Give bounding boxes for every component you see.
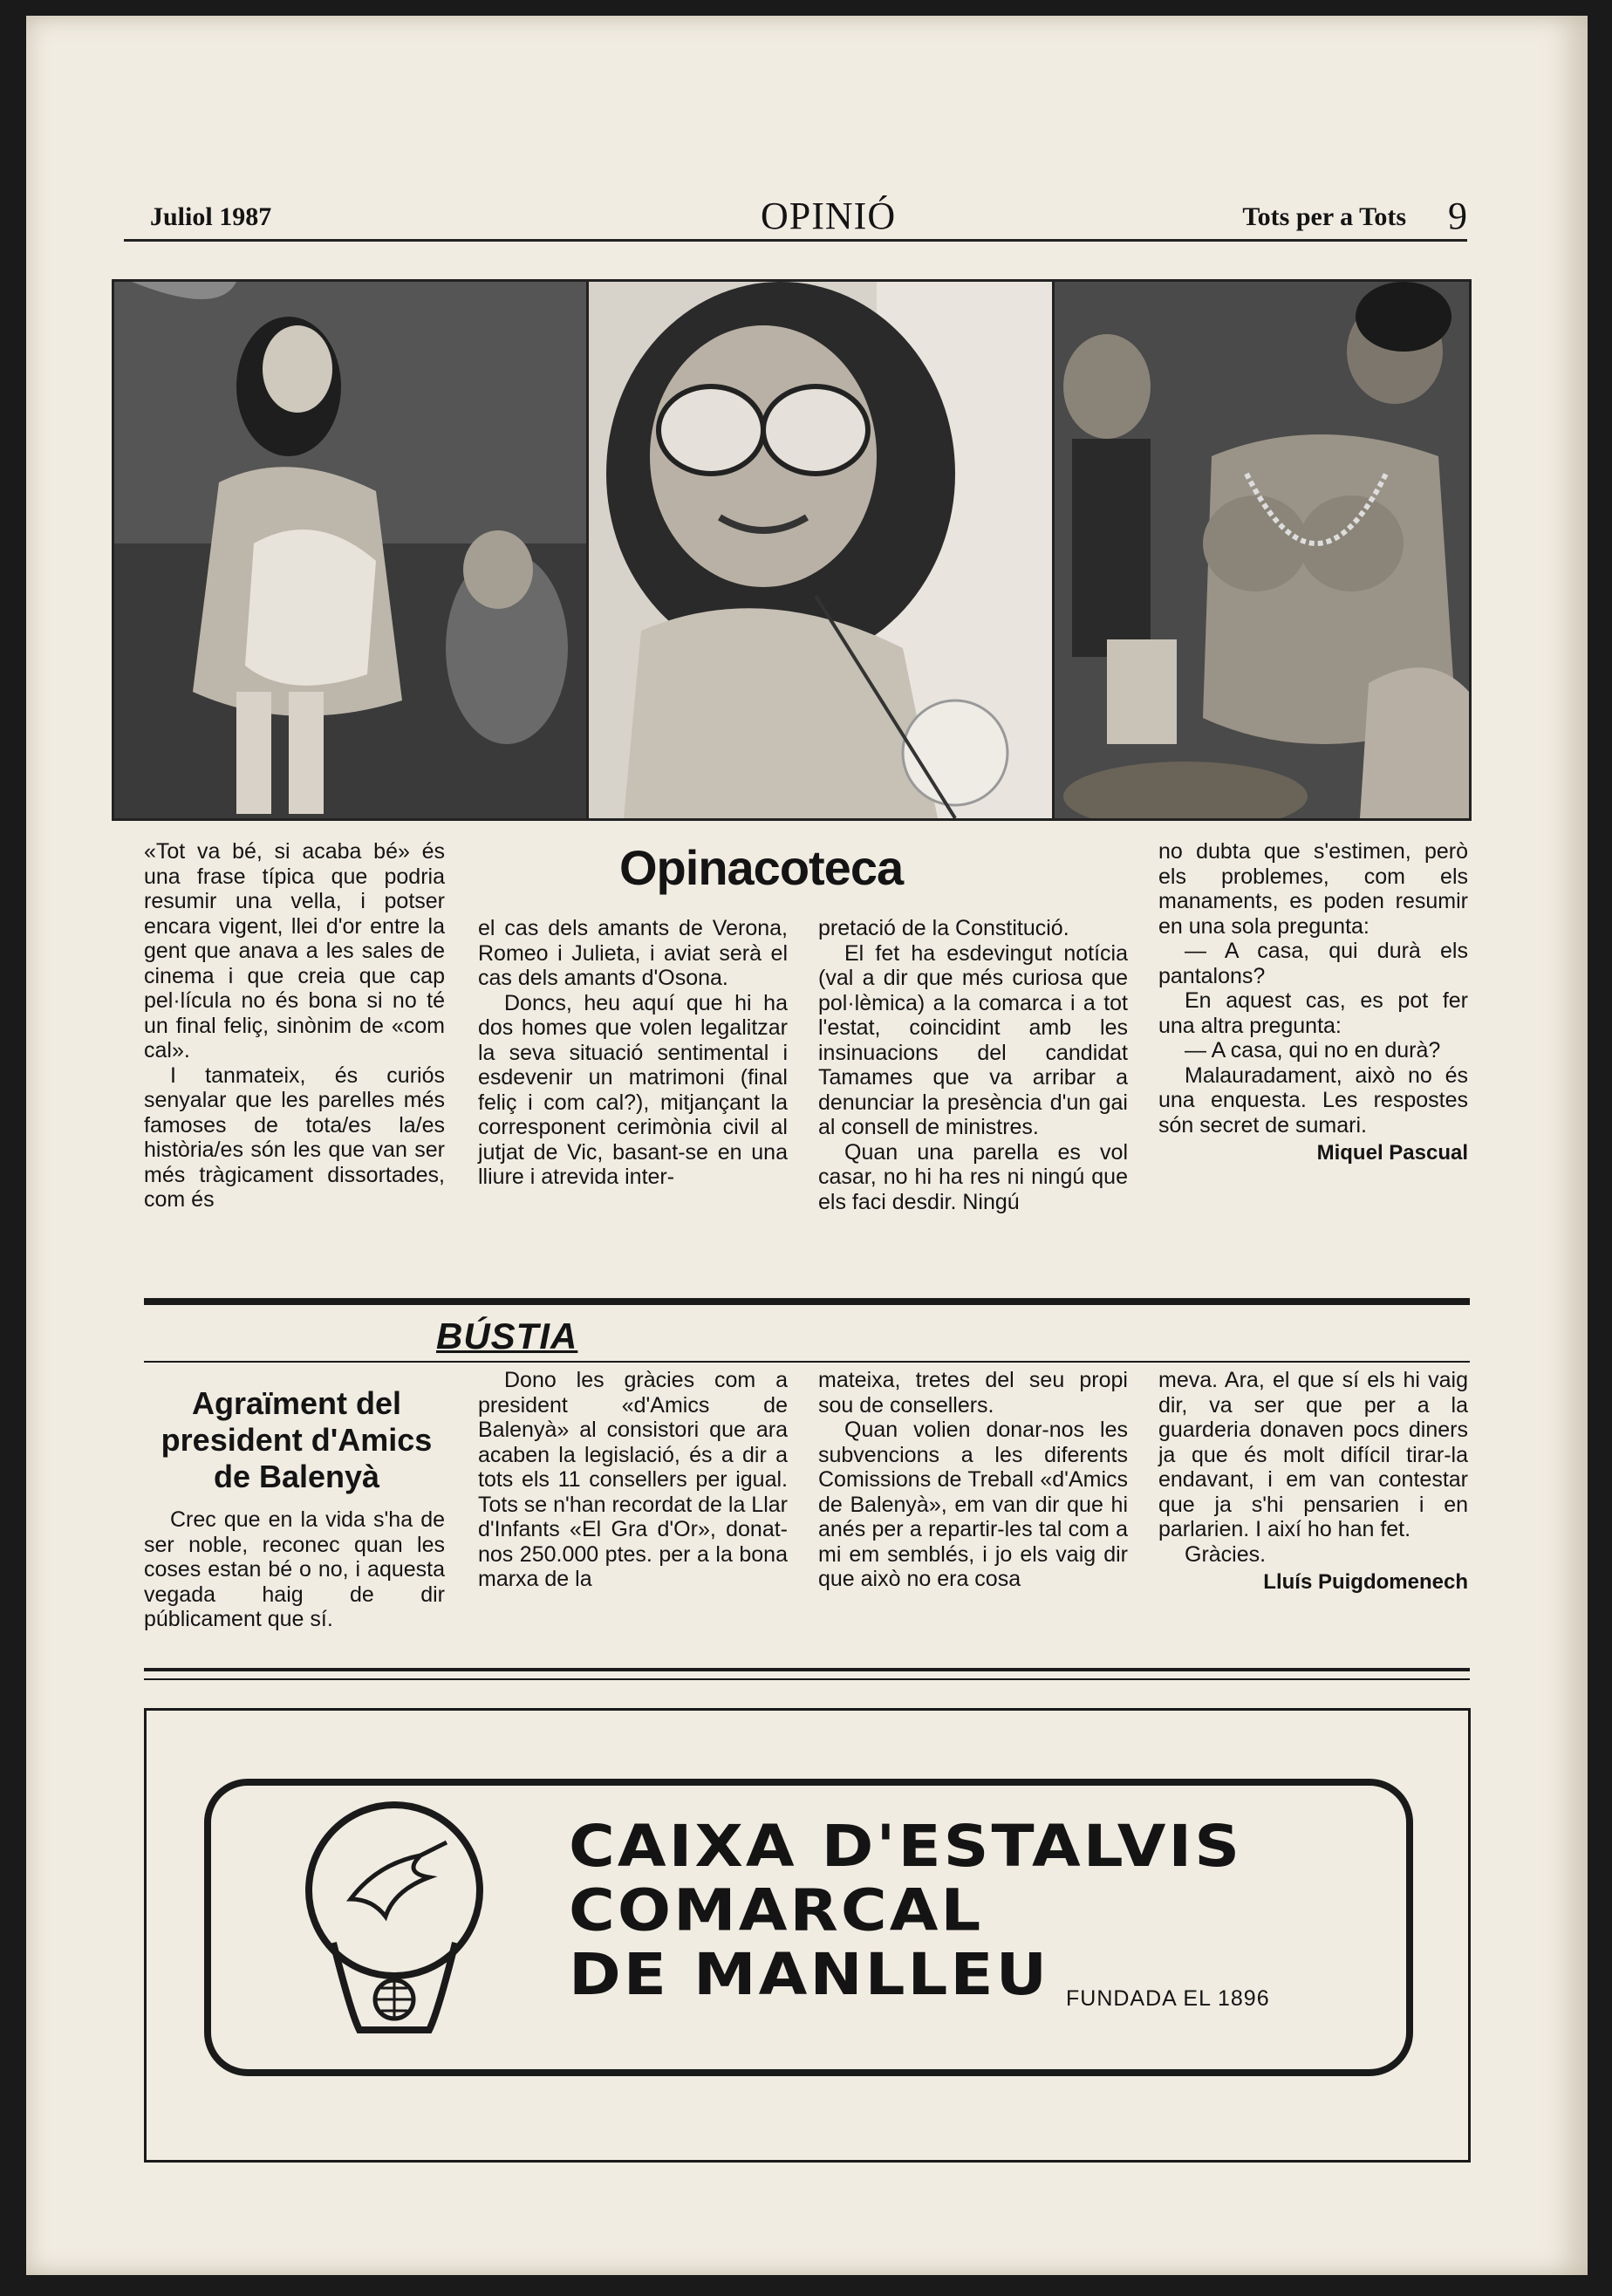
paragraph: «Tot va bé, si acaba bé» és una frase típica que podria resumir una vella, i potser encara vigent, llei d'or entre la gent que anava a les sales de cinema i que creia que cap pel·lícula no és bona si no té un final feliç, sinònim de «com cal». [144, 839, 445, 1063]
article-title: Opinacoteca [619, 840, 904, 895]
paragraph: el cas dels amants de Verona, Romeo i Julieta, i aviat serà el cas dels amants d'Osona. [478, 916, 788, 990]
paragraph: Doncs, heu aquí que hi ha dos homes que volen legalitzar la seva situació sentimental i esdevenir un matrimoni (final feliç i com cal?), mitjançant la corresponent cerimònia civil al jutjat de Vic, basant-se en una lliure i atrevida inter- [478, 990, 788, 1189]
paragraph: no dubta que s'estimen, però els problemes, com els manaments, es poden resumir en una sola pregunta: [1158, 839, 1468, 939]
bank-name [569, 1814, 1242, 2006]
opinacoteca-column-4 [1158, 839, 1468, 1166]
issue-date: Juliol 1987 [150, 202, 272, 231]
opinacoteca-column-3 [818, 916, 1128, 1214]
ad-frame [204, 1779, 1413, 2076]
paragraph: Malauradament, això no és una enquesta. Les respostes són secret de sumari. [1158, 1063, 1468, 1138]
bank-name-line-1: CAIXA D'ESTALVIS [569, 1812, 1243, 1880]
paragraph: El fet ha esdevingut notícia (val a dir que més curiosa que pol·lèmica) a la comarca i a tot l'estat, coincidint amb les insinuacions del candidat Tamames que va arribar a denunciar la presència d'un gai al consell de ministres. [818, 940, 1128, 1139]
author-signature: Lluís Puigdomenech [1263, 1570, 1468, 1594]
bustia-column-3 [818, 1368, 1128, 1592]
author-signature: Miquel Pascual [1316, 1141, 1468, 1165]
bustia-section-title: BÚSTIA [436, 1315, 578, 1356]
bustia-column-2 [478, 1368, 788, 1592]
founded-year: FUNDADA EL 1896 [1066, 1986, 1270, 2011]
paragraph: pretació de la Constitució. [818, 916, 1069, 940]
thin-divider [144, 1678, 1470, 1680]
opinacoteca-column-2 [478, 916, 788, 1190]
paragraph: Quan una parella es vol casar, no hi ha res ni ningú que els faci desdir. Ningú [818, 1139, 1128, 1214]
paragraph: meva. Ara, el que sí els hi vaig dir, va ser que per a la guarderia donaven pocs diners ja que és molt difícil tirar-la endavant, i em van contestar que ja s'hi pensarien i en parlarien. I així ho han fet. [1158, 1368, 1468, 1541]
page-header [124, 190, 1467, 242]
bustia-column-1 [144, 1507, 445, 1632]
letter-headline: Agraïment del president d'Amics de Balenyà [161, 1385, 433, 1494]
photo-woman-sunglasses [586, 279, 1062, 821]
page-number: 9 [1448, 195, 1467, 237]
paragraph: Crec que en la vida s'ha de ser noble, reconec quan les coses estan bé o no, i aquesta vegada haig de dir públicament que sí. [144, 1507, 445, 1631]
paragraph: Dono les gràcies com a president «d'Amics de Balenyà» al consistori que ara acaben la legislació, és a dir a tots els 11 consellers per igual. Tots se n'han recordat de la Llar d'Infants «El Gra d'Or», donat-nos 250.000 ptes. per a la bona marxa de la [478, 1368, 788, 1591]
section-divider [144, 1298, 1470, 1305]
paragraph: — A casa, qui durà els pantalons? [1158, 939, 1468, 988]
section-divider [144, 1668, 1470, 1671]
opinacoteca-column-1 [144, 839, 445, 1213]
paragraph: Quan volien donar-nos les subvencions a les diferents Comissions de Treball «d'Amics de Balenyà», em van dir que hi anés per a repartir-les tal com a mi em semblés, i jo els vaig dir que això no era cosa [818, 1418, 1128, 1591]
paragraph: I tanmateix, és curiós senyalar que les parelles més famoses de tota/es la/es història/es són les que van ser més tràgicament dissortades, com és [144, 1063, 445, 1212]
publication-name: Tots per a Tots [1242, 202, 1406, 231]
paragraph: mateixa, tretes del seu propi sou de consellers. [818, 1368, 1128, 1418]
bank-name-line-3: DE MANLLEU [569, 1940, 1050, 2008]
bustia-column-4 [1158, 1368, 1468, 1596]
bank-name-line-2: COMARCAL [569, 1876, 984, 1944]
paragraph: — A casa, qui no en durà? [1185, 1038, 1441, 1063]
paragraph: Gràcies. [1185, 1541, 1267, 1567]
thin-divider [144, 1361, 1470, 1363]
paragraph: En aquest cas, es pot fer una altra pregunta: [1158, 988, 1468, 1038]
dove-globe-logo-icon [298, 1794, 490, 2047]
photo-dancer [112, 279, 597, 821]
bank-advertisement [144, 1708, 1471, 2163]
photo-dancer-drum [1052, 279, 1472, 821]
section-title: OPINIÓ [761, 195, 897, 237]
